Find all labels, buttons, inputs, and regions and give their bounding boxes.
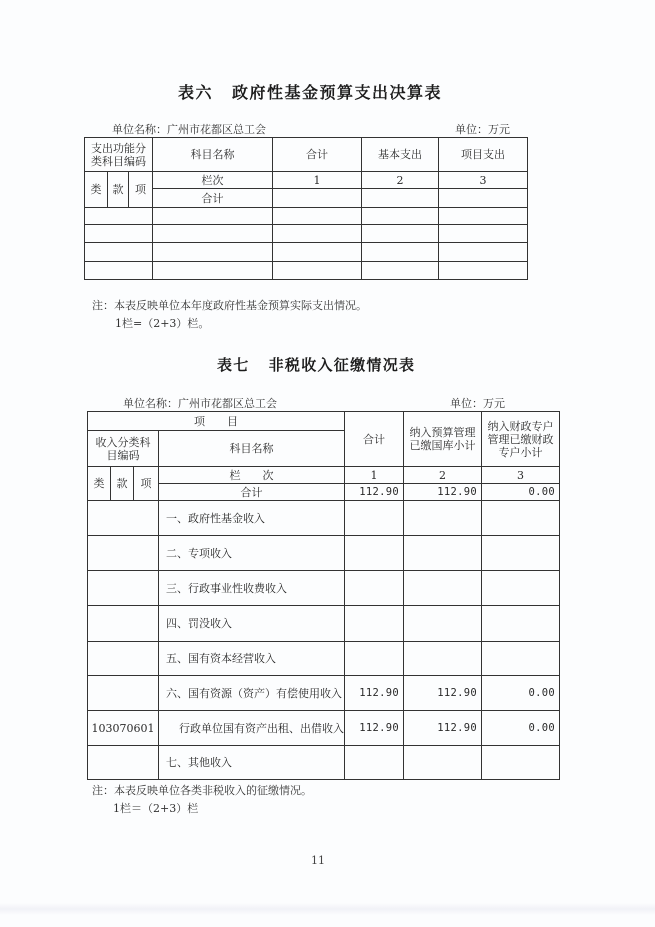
table7-title-number: 表七 [217,356,250,374]
table7-header-kuan: 款 [111,467,134,501]
table6-unit: 单位：万元 [455,123,510,136]
row-c1 [345,536,404,571]
row-code [85,262,153,280]
row-code [88,606,159,642]
table6-total-c2 [362,189,439,208]
table7-total-row [88,484,560,501]
scan-artifact-band [0,903,655,915]
table7-unit-name: 单位名称：广州市花都区总工会 [123,397,277,410]
table7-note-2: 1栏＝（2+3）栏 [113,802,199,815]
table6-header-name: 科目名称 [153,138,273,172]
row-c1 [345,746,404,780]
table7-unit: 单位：万元 [450,397,505,410]
row-c3 [482,642,560,676]
table6-index-2: 2 [362,172,439,189]
table-row [85,243,528,262]
table6-header-kuan: 款 [108,172,129,208]
row-code [88,642,159,676]
table7-index-3: 3 [482,467,560,484]
table6-title-text: 政府性基金预算支出决算表 [232,83,443,102]
row-code [88,501,159,536]
table6-header-lei: 类 [85,172,108,208]
table7-header-total: 合计 [345,412,404,467]
row-c2: 112.90 [404,676,482,711]
row-name: 三、行政事业性收费收入 [159,571,345,606]
row-c1 [273,208,362,225]
table-row [88,676,560,711]
table6-header-xiang: 项 [129,172,153,208]
table7-header-lei: 类 [88,467,111,501]
table-row [85,208,528,225]
table-row [88,571,560,606]
table-row [85,262,528,280]
table7-total-c1: 112.90 [345,484,404,501]
table7-total-c3: 0.00 [482,484,560,501]
row-c3 [482,746,560,780]
row-c3 [482,501,560,536]
row-c2 [404,501,482,536]
table-row [88,746,560,780]
row-c3 [482,606,560,642]
row-c3 [439,208,528,225]
table6-index-3: 3 [439,172,528,189]
row-c3 [439,262,528,280]
row-name: 一、政府性基金收入 [159,501,345,536]
row-name: 六、国有资源（资产）有偿使用收入 [159,676,345,711]
row-name: 二、专项收入 [159,536,345,571]
table6-header-code-group: 支出功能分 类科目编码 [85,138,153,172]
row-name: 五、国有资本经营收入 [159,642,345,676]
table6-index-row [85,172,528,189]
table6-header-row [85,138,528,172]
row-c1 [273,262,362,280]
table-row [88,501,560,536]
table-row [88,642,560,676]
row-c3 [482,536,560,571]
table6-header-basic: 基本支出 [362,138,439,172]
row-c3 [482,571,560,606]
row-name: 七、其他收入 [159,746,345,780]
table7-title [217,356,415,374]
row-c1: 112.90 [345,676,404,711]
row-c1 [273,225,362,243]
table-row [88,606,560,642]
table7-index-2: 2 [404,467,482,484]
row-name [153,243,273,262]
row-code [85,208,153,225]
table6-total-c3 [439,189,528,208]
row-c2: 112.90 [404,711,482,746]
table7-header-name: 科目名称 [159,431,345,467]
table7-header-c3: 纳入财政专户 管理已缴财政 专户小计 [482,412,560,467]
row-name [153,208,273,225]
row-c3: 0.00 [482,676,560,711]
table6-note-1: 注：本表反映单位本年度政府性基金预算实际支出情况。 [92,299,367,312]
row-c2 [404,571,482,606]
row-code [88,536,159,571]
row-code [88,746,159,780]
table-row [88,711,560,746]
row-c2 [404,536,482,571]
row-c2 [362,225,439,243]
row-c1 [345,501,404,536]
row-code [88,571,159,606]
table7-header-c2: 纳入预算管理 已缴国库小计 [404,412,482,467]
row-c2 [362,208,439,225]
table-row [88,536,560,571]
row-c2 [362,243,439,262]
table6-title-number: 表六 [178,83,214,102]
row-c3 [439,243,528,262]
table-row [85,225,528,243]
page-number: 11 [311,854,325,867]
row-c2 [404,606,482,642]
table7-index-label: 栏 次 [159,467,345,484]
row-c2 [362,262,439,280]
row-c1 [345,571,404,606]
table7-header-xiang: 项 [134,467,159,501]
table7-header-code-group: 收入分类科 目编码 [88,431,159,467]
table7-header-row-1 [88,412,560,431]
row-c1 [345,642,404,676]
row-c2 [404,642,482,676]
row-code: 103070601 [88,711,159,746]
table7-index-row [88,467,560,484]
table7-index-1: 1 [345,467,404,484]
row-name [153,262,273,280]
table7-total-label: 合计 [159,484,345,501]
row-c3 [439,225,528,243]
table6-total-label: 合计 [153,189,273,208]
row-c1 [345,606,404,642]
row-name: 行政单位国有资产出租、出借收入 [159,711,345,746]
non-tax-revenue-collection-table [87,411,560,780]
table7-title-text: 非税收入征缴情况表 [268,356,416,374]
row-c2 [404,746,482,780]
row-name [153,225,273,243]
table6-index-label: 栏次 [153,172,273,189]
table7-note-1: 注：本表反映单位各类非税收入的征缴情况。 [92,784,312,797]
row-code [88,676,159,711]
row-code [85,225,153,243]
row-c3: 0.00 [482,711,560,746]
table7-header-item: 项 目 [88,412,345,431]
table6-header-project: 项目支出 [439,138,528,172]
table6-total-c1 [273,189,362,208]
table6-title [178,84,442,102]
row-code [85,243,153,262]
row-name: 四、罚没收入 [159,606,345,642]
table6-unit-name: 单位名称：广州市花都区总工会 [112,123,266,136]
table6-note-2: 1栏=（2+3）栏。 [115,317,210,330]
table7-total-c2: 112.90 [404,484,482,501]
row-c1: 112.90 [345,711,404,746]
table6-index-1: 1 [273,172,362,189]
government-fund-expenditure-table [84,137,528,280]
table6-header-total: 合计 [273,138,362,172]
row-c1 [273,243,362,262]
